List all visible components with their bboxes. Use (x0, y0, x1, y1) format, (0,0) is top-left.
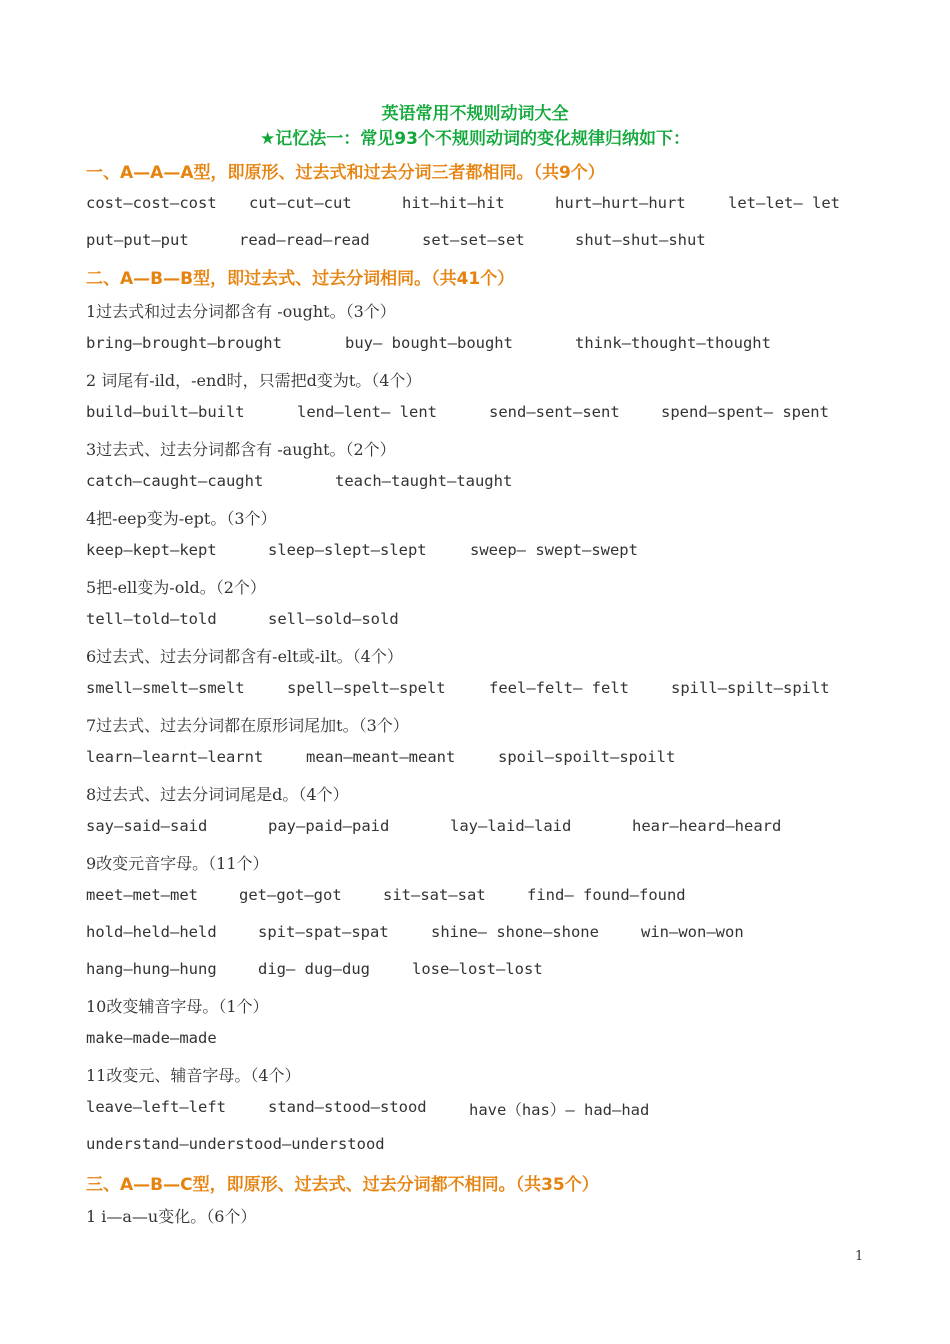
verb-entry: sleep—slept—slept (268, 541, 427, 559)
verb-entry: hold—held—held (86, 923, 217, 941)
subheading: 4把-eep变为-ept。（3个） (86, 509, 277, 528)
section-heading-aaa: 一、A—A—A型，即原形、过去式和过去分词三者都相同。（共9个） (86, 163, 605, 183)
verb-entry: let—let— let (728, 194, 840, 212)
verb-entry: set—set—set (422, 231, 525, 249)
verb-row (86, 679, 890, 701)
subheading: 8过去式、过去分词词尾是d。（4个） (86, 785, 349, 804)
verb-row (86, 960, 890, 982)
verb-entry: learn—learnt—learnt (86, 748, 264, 766)
verb-entry: spill—spilt—spilt (671, 679, 830, 697)
verb-entry: dig— dug—dug (258, 960, 370, 978)
verb-row (86, 923, 890, 945)
verb-entry: bring—brought—brought (86, 334, 282, 352)
subheading: 1过去式和过去分词都含有 -ought。（3个） (86, 302, 396, 321)
subheading: 7过去式、过去分词都在原形词尾加t。（3个） (86, 716, 409, 735)
verb-entry: meet—met—met (86, 886, 198, 904)
verb-entry: spoil—spoilt—spoilt (498, 748, 676, 766)
verb-row (86, 1135, 890, 1157)
verb-entry: lay—laid—laid (450, 817, 572, 835)
verb-entry: hit—hit—hit (402, 194, 505, 212)
verb-entry: send—sent—sent (489, 403, 620, 421)
verb-entry: find— found—found (527, 886, 686, 904)
verb-entry: put—put—put (86, 231, 189, 249)
verb-row (86, 886, 890, 908)
section-heading-abb: 二、A—B—B型，即过去式、过去分词相同。（共41个） (86, 269, 515, 289)
verb-entry: shut—shut—shut (575, 231, 706, 249)
verb-row (86, 194, 890, 216)
subheading: 3过去式、过去分词都含有 -aught。（2个） (86, 440, 396, 459)
verb-entry: lend—lent— lent (297, 403, 437, 421)
verb-entry: win—won—won (641, 923, 744, 941)
verb-row (86, 334, 890, 356)
verb-entry: read—read—read (239, 231, 370, 249)
verb-entry: stand—stood—stood (268, 1098, 427, 1116)
subheading: 11改变元、辅音字母。（4个） (86, 1066, 301, 1085)
verb-row (86, 231, 890, 253)
verb-entry: teach—taught—taught (335, 472, 513, 490)
verb-entry: hang—hung—hung (86, 960, 217, 978)
verb-entry: shine— shone—shone (431, 923, 599, 941)
verb-row (86, 817, 890, 839)
verb-row (86, 1098, 890, 1120)
verb-entry: cost—cost—cost (86, 194, 217, 212)
verb-row (86, 472, 890, 494)
verb-entry: hear—heard—heard (632, 817, 782, 835)
verb-row (86, 748, 890, 770)
verb-entry: build—built—built (86, 403, 245, 421)
verb-row (86, 610, 890, 632)
verb-entry: make—made—made (86, 1029, 217, 1047)
verb-entry: think—thought—thought (575, 334, 771, 352)
verb-entry: cut—cut—cut (249, 194, 352, 212)
document-subtitle: ★记忆法一：常见93个不规则动词的变化规律归纳如下： (260, 129, 690, 149)
verb-entry: leave—left—left (86, 1098, 226, 1116)
verb-entry: tell—told—told (86, 610, 217, 628)
section-heading-abc: 三、A—B—C型，即原形、过去式、过去分词都不相同。（共35个） (86, 1175, 599, 1195)
verb-entry: get—got—got (239, 886, 342, 904)
page-number: 1 (855, 1249, 864, 1264)
subheading: 10改变辅音字母。（1个） (86, 997, 269, 1016)
verb-entry: understand—understood—understood (86, 1135, 385, 1153)
verb-entry: sell—sold—sold (268, 610, 399, 628)
verb-entry: keep—kept—kept (86, 541, 217, 559)
verb-entry: spell—spelt—spelt (287, 679, 446, 697)
verb-entry: spit—spat—spat (258, 923, 389, 941)
verb-entry: have（has）— had—had (469, 1101, 650, 1119)
verb-entry: spend—spent— spent (661, 403, 829, 421)
subheading: 1 i—a—u变化。（6个） (86, 1207, 257, 1226)
verb-row (86, 1029, 890, 1051)
verb-entry: feel—felt— felt (489, 679, 629, 697)
subheading: 9改变元音字母。（11个） (86, 854, 269, 873)
verb-row (86, 403, 890, 425)
subheading: 5把-ell变为-old。（2个） (86, 578, 266, 597)
verb-entry: smell—smelt—smelt (86, 679, 245, 697)
verb-entry: say—said—said (86, 817, 208, 835)
verb-entry: pay—paid—paid (268, 817, 390, 835)
subheading: 6过去式、过去分词都含有-elt或-ilt。（4个） (86, 647, 403, 666)
subheading: 2 词尾有-ild，-end时，只需把d变为t。（4个） (86, 371, 422, 390)
verb-entry: sit—sat—sat (383, 886, 486, 904)
verb-entry: sweep— swept—swept (470, 541, 638, 559)
document-title: 英语常用不规则动词大全 (381, 104, 569, 124)
verb-row (86, 541, 890, 563)
verb-entry: buy— bought—bought (345, 334, 513, 352)
verb-entry: lose—lost—lost (412, 960, 543, 978)
verb-entry: mean—meant—meant (306, 748, 456, 766)
verb-entry: catch—caught—caught (86, 472, 264, 490)
verb-entry: hurt—hurt—hurt (555, 194, 686, 212)
